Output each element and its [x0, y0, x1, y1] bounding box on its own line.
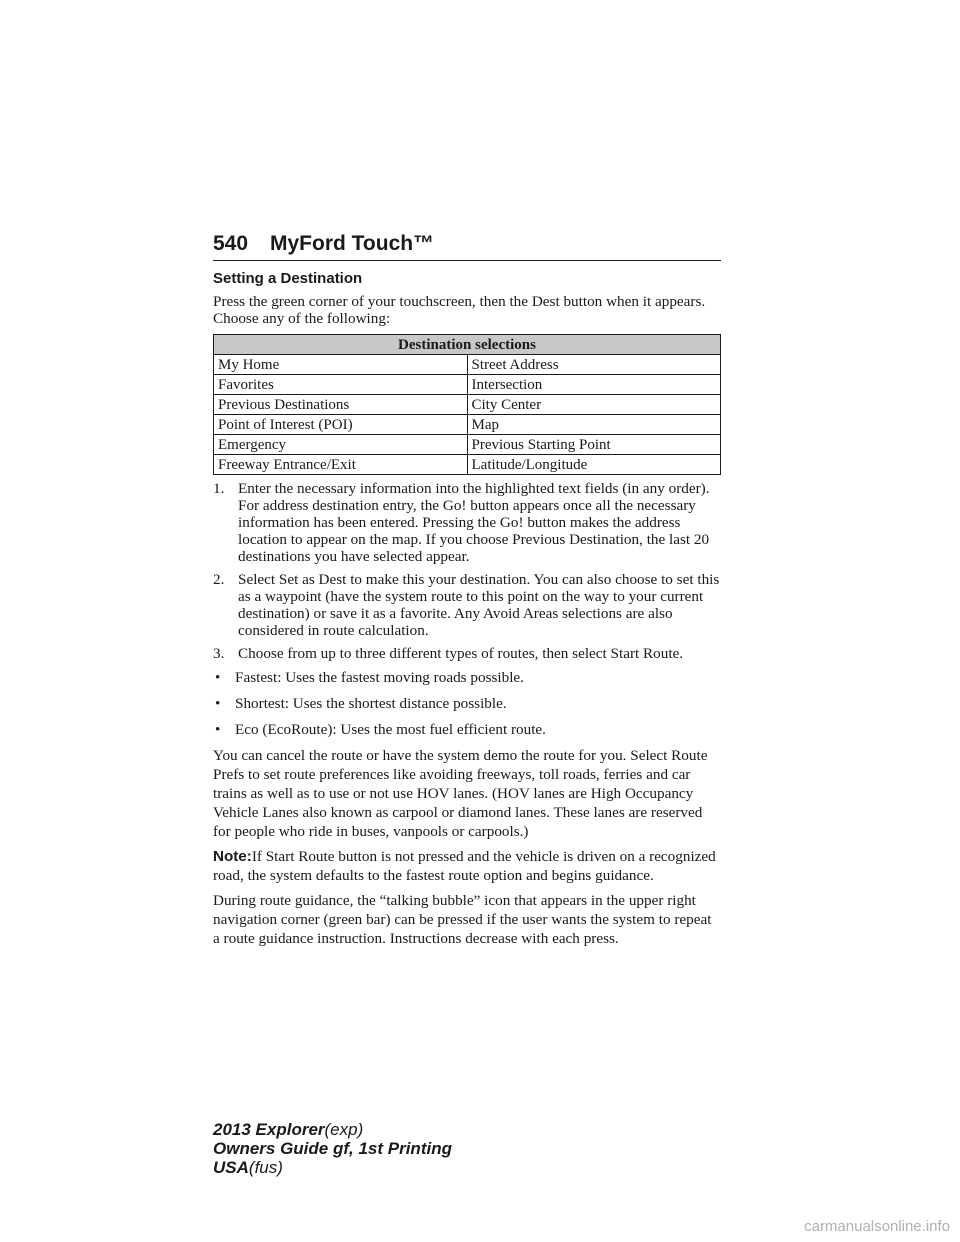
table-cell: My Home — [214, 355, 468, 375]
table-row — [214, 375, 721, 395]
table-row — [214, 455, 721, 475]
table-cell: Street Address — [467, 355, 721, 375]
table-row — [214, 355, 721, 375]
step-text: Choose from up to three different types of routes, then select Start Route. — [238, 645, 684, 662]
route-options-paragraph: You can cancel the route or have the system demo the route for you. Select Route Prefs to set route preferences like avoiding freeways, toll roads, ferries and car trains as well as to use or not use HOV lanes. (HOV lanes are High Occupancy Vehicle Lanes also known as carpool or diamond lanes. These lanes are reserved for people who ride in buses, vanpools or carpools.) — [213, 747, 708, 840]
bullet-icon: • — [215, 721, 221, 738]
bullet-text: Shortest: Uses the shortest distance possible. — [235, 695, 507, 712]
footer-model: 2013 Explorer — [213, 1120, 325, 1139]
note-paragraph — [213, 847, 721, 885]
page-number: 540 — [213, 232, 249, 255]
table-cell: City Center — [467, 395, 721, 415]
table-cell: Point of Interest (POI) — [214, 415, 468, 435]
page-footer — [213, 1120, 452, 1177]
watermark: carmanualsonline.info — [804, 1218, 950, 1235]
route-types-list — [213, 668, 721, 740]
footer-line — [213, 1120, 452, 1139]
chapter-title: MyFord Touch™ — [270, 232, 435, 255]
header-rule — [213, 260, 721, 261]
step-number: 3. — [213, 645, 225, 662]
intro-paragraph: Press the green corner of your touchscreen, then the Dest button when it appears. Choose any of the following: — [213, 293, 706, 327]
table-cell: Favorites — [214, 375, 468, 395]
table-row — [214, 415, 721, 435]
list-item — [213, 480, 721, 565]
table-header-row — [214, 335, 721, 355]
list-item — [213, 694, 721, 714]
table-cell: Emergency — [214, 435, 468, 455]
destination-selections-table — [213, 334, 721, 475]
section-heading: Setting a Destination — [213, 270, 363, 287]
list-item — [213, 645, 721, 662]
step-number: 1. — [213, 480, 225, 497]
footer-model-code: (exp) — [324, 1120, 364, 1139]
note-label: Note: — [213, 848, 252, 865]
guidance-paragraph: During route guidance, the “talking bubble” icon that appears in the upper right navigation corner (green bar) can be pressed if the user wants the system to repeat a route guidance instruction. Instructions decrease with each press. — [213, 892, 712, 947]
table-cell: Latitude/Longitude — [467, 455, 721, 475]
bullet-icon: • — [215, 695, 221, 712]
page-header — [213, 232, 721, 262]
table-cell: Previous Starting Point — [467, 435, 721, 455]
table-cell: Previous Destinations — [214, 395, 468, 415]
list-item — [213, 668, 721, 688]
table-title: Destination selections — [214, 335, 721, 355]
list-item — [213, 571, 721, 639]
table-cell: Intersection — [467, 375, 721, 395]
bullet-icon: • — [215, 669, 221, 686]
page-content — [213, 270, 721, 954]
footer-line — [213, 1139, 452, 1158]
step-text: Enter the necessary information into the highlighted text fields (in any order). For address destination entry, the Go! button appears once all the necessary information has been entered. Pressing the Go! button makes the address location to appear on the map. If you choose Previous Destination, the last 20 destinations you have selected appear. — [238, 480, 710, 565]
table-row — [214, 435, 721, 455]
note-text: If Start Route button is not pressed and the vehicle is driven on a recognized road, the system defaults to the fastest route option and begins guidance. — [213, 848, 716, 884]
footer-market-code: (fus) — [248, 1158, 283, 1177]
footer-line — [213, 1158, 452, 1177]
footer-guide: Owners Guide gf, 1st Printing — [213, 1139, 452, 1158]
list-item — [213, 720, 721, 740]
table-cell: Map — [467, 415, 721, 435]
table-row — [214, 395, 721, 415]
steps-list — [213, 480, 721, 662]
bullet-text: Fastest: Uses the fastest moving roads possible. — [235, 669, 524, 686]
bullet-text: Eco (EcoRoute): Uses the most fuel efficient route. — [235, 721, 546, 738]
table-cell: Freeway Entrance/Exit — [214, 455, 468, 475]
step-number: 2. — [213, 571, 225, 588]
footer-market: USA — [213, 1158, 249, 1177]
step-text: Select Set as Dest to make this your destination. You can also choose to set this as a waypoint (have the system route to this point on the way to your current destination) or save it as a favorite. Any Avoid Areas selections are also considered in route calculation. — [238, 571, 720, 639]
